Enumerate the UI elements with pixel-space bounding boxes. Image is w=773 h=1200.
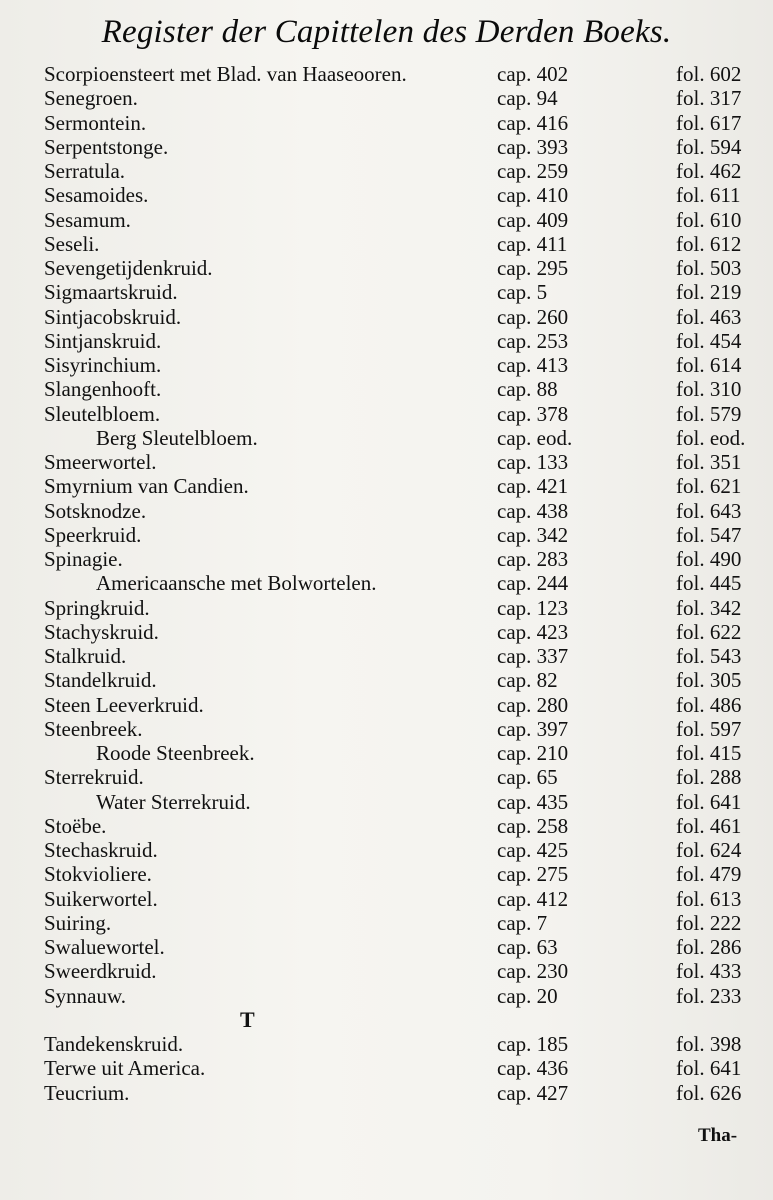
entry-chapter: cap. 436 [497,1056,569,1081]
catchword: Tha- [698,1125,738,1146]
register-entry [0,668,773,692]
entry-folio: fol. 579 [676,401,742,426]
register-entry [0,911,773,935]
entry-folio: fol. 310 [676,377,742,402]
entry-folio: fol. 486 [676,692,742,717]
entry-chapter: cap. 411 [497,231,568,256]
entry-folio: fol. 398 [676,1032,742,1056]
entry-name: Sweerdkruid. [44,959,157,984]
register-entry [0,1056,773,1080]
register-entry [0,499,773,523]
entry-name: Scorpioensteert met Blad. van Haaseooren. [44,62,407,86]
entry-name: Sevengetijdenkruid. [44,256,213,280]
entry-folio: fol. 594 [676,134,742,159]
entry-folio: fol. 351 [676,450,742,474]
entry-folio: fol. 415 [676,741,742,765]
register-entry [0,984,773,1008]
entry-name: Speerkruid. [44,522,142,547]
register-entry [0,62,773,86]
entry-name: Springkruid. [44,595,150,620]
entry-folio: fol. 286 [676,935,742,959]
register-entry [0,523,773,547]
register-entry [0,838,773,862]
entry-chapter: cap. 295 [497,256,569,280]
entry-folio: fol. 503 [676,256,742,280]
entry-chapter: cap. 88 [497,377,558,402]
entry-chapter: cap. 260 [497,304,569,329]
entry-chapter: cap. 275 [497,862,569,887]
entry-chapter: cap. 5 [497,280,548,305]
entry-chapter: cap. 185 [497,1032,569,1056]
s-section [0,62,773,1008]
entry-name: Sesamoides. [44,183,149,208]
entry-chapter: cap. 230 [497,959,569,984]
entry-folio: fol. 614 [676,353,742,377]
entry-name: Sleutelbloem. [44,401,161,426]
entry-folio: fol. 317 [676,86,742,111]
entry-folio: fol. 613 [676,886,742,911]
entry-folio: fol. 490 [676,547,742,571]
register-entry [0,183,773,207]
entry-name: Sisyrinchium. [44,353,162,377]
register-entry [0,474,773,498]
register-entry [0,377,773,401]
entry-chapter: cap. 410 [497,183,569,208]
entry-name: Water Sterrekruid. [96,789,251,814]
entry-folio: fol. 597 [676,716,742,741]
entry-chapter: cap. 20 [497,983,558,1008]
entry-chapter: cap. 65 [497,765,558,790]
entry-folio: fol. 433 [676,959,742,984]
entry-name: Roode Steenbreek. [96,741,255,765]
register-entry [0,159,773,183]
entry-folio: fol. 342 [676,595,742,620]
register-entry [0,693,773,717]
register-entry [0,208,773,232]
entry-name: Stachyskruid. [44,619,159,644]
register-entry [0,644,773,668]
entry-folio: fol. 222 [676,910,742,935]
page-title: Register der Capittelen des Derden Boeks. [101,14,672,50]
entry-folio: fol. 543 [676,644,742,668]
entry-chapter: cap. 253 [497,328,569,353]
register-entry [0,305,773,329]
register-entry [0,256,773,280]
entry-chapter: cap. 427 [497,1080,569,1105]
register-entry [0,814,773,838]
entry-name: Sintjacobskruid. [44,304,182,329]
entry-chapter: cap. 438 [497,498,569,523]
entry-chapter: cap. 409 [497,207,569,232]
entry-chapter: cap. 425 [497,838,569,862]
entry-folio: fol. 288 [676,765,742,790]
entry-name: Americaansche met Bolwortelen. [96,571,377,596]
entry-name: Stoëbe. [44,813,107,838]
entry-folio: fol. 624 [676,838,742,862]
entry-folio: fol. 445 [676,571,742,596]
entry-folio: fol. 641 [676,1056,742,1081]
entry-folio: fol. 547 [676,522,742,547]
entry-name: Berg Sleutelbloem. [96,425,258,450]
entry-chapter: cap. 397 [497,716,569,741]
register-entry [0,329,773,353]
entry-name: Stalkruid. [44,644,127,668]
register-entry [0,741,773,765]
entry-folio: fol. 612 [676,231,742,256]
entry-folio: fol. 621 [676,474,742,499]
register-entry [0,232,773,256]
section-letter: T [240,1006,255,1032]
entry-chapter: cap. 378 [497,401,569,426]
entry-name: Senegroen. [44,86,138,111]
entry-folio: fol. 602 [676,62,742,86]
entry-name: Sintjanskruid. [44,328,162,353]
entry-name: Seseli. [44,231,100,256]
register-entry [0,135,773,159]
entry-name: Sigmaartskruid. [44,280,178,305]
entry-folio: fol. 479 [676,862,742,887]
register-entry [0,402,773,426]
register-entry [0,571,773,595]
entry-chapter: cap. 402 [497,62,569,86]
entry-chapter: cap. 259 [497,159,569,183]
entry-name: Suikerwortel. [44,886,158,911]
register-entry [0,935,773,959]
register-entry [0,596,773,620]
register-entry [0,959,773,983]
register-entry [0,887,773,911]
entry-folio: fol. 622 [676,619,742,644]
entry-chapter: cap. 280 [497,692,569,717]
entry-name: Slangenhooft. [44,377,162,402]
entry-chapter: cap. 258 [497,813,569,838]
entry-name: Stokvioliere. [44,862,152,887]
entry-name: Stechaskruid. [44,838,158,862]
entry-name: Serpentstonge. [44,134,169,159]
entry-folio: fol. 610 [676,207,742,232]
entry-folio: fol. 233 [676,983,742,1008]
entry-chapter: cap. 393 [497,134,569,159]
entry-name: Sotsknodze. [44,498,147,523]
entry-folio: fol. 219 [676,280,742,305]
entry-name: Steenbreek. [44,716,143,741]
entry-folio: fol. 626 [676,1080,742,1105]
register-entry [0,765,773,789]
entry-chapter: cap. 435 [497,789,569,814]
entry-name: Sterrekruid. [44,765,144,790]
section-letter-row [0,1008,773,1032]
entry-chapter: cap. 63 [497,935,558,959]
register-entry [0,450,773,474]
entry-folio: fol. 454 [676,328,742,353]
entry-chapter: cap. 342 [497,522,569,547]
entry-folio: fol. 641 [676,789,742,814]
entry-chapter: cap. 283 [497,547,569,571]
register-entry [0,790,773,814]
entry-name: Tandekenskruid. [44,1032,184,1056]
t-section [0,1032,773,1105]
register-entry [0,1081,773,1105]
entry-folio: fol. 617 [676,110,742,135]
entry-folio: fol. 461 [676,813,742,838]
entry-name: Serratula. [44,159,126,183]
entry-chapter: cap. 337 [497,644,569,668]
register-entry [0,620,773,644]
entry-chapter: cap. 412 [497,886,569,911]
entry-name: Smyrnium van Candien. [44,474,249,499]
register-entry [0,426,773,450]
entry-name: Terwe uit America. [44,1056,206,1081]
entry-chapter: cap. 7 [497,910,548,935]
entry-name: Steen Leeverkruid. [44,692,204,717]
entry-chapter: cap. 421 [497,474,569,499]
entry-chapter: cap. 244 [497,571,569,596]
entry-chapter: cap. 210 [497,741,569,765]
register-entry [0,111,773,135]
entry-chapter: cap. 82 [497,668,558,693]
entry-folio: fol. 463 [676,304,742,329]
entry-name: Sermontein. [44,110,147,135]
entry-name: Sesamum. [44,207,131,232]
entry-name: Spinagie. [44,547,123,571]
entry-folio: fol. 462 [676,159,742,183]
entry-folio: fol. 611 [676,183,741,208]
register-entry [0,862,773,886]
entry-name: Swaluewortel. [44,935,165,959]
entry-chapter: cap. 133 [497,450,569,474]
register-entry [0,717,773,741]
entry-name: Suiring. [44,910,112,935]
entry-folio: fol. 643 [676,498,742,523]
entry-name: Teucrium. [44,1080,130,1105]
register-entry [0,353,773,377]
entry-folio: fol. 305 [676,668,742,693]
entry-folio: fol. eod. [676,425,746,450]
entry-chapter: cap. 123 [497,595,569,620]
entry-name: Standelkruid. [44,668,157,693]
entry-chapter: cap. 423 [497,619,569,644]
entry-chapter: cap. 94 [497,86,558,111]
entry-name: Synnauw. [44,983,127,1008]
register-entry [0,547,773,571]
entry-name: Smeerwortel. [44,450,157,474]
register-entry [0,86,773,110]
entry-chapter: cap. 416 [497,110,569,135]
register-entry [0,1032,773,1056]
entry-chapter: cap. 413 [497,353,569,377]
entry-chapter: cap. eod. [497,425,573,450]
register-list [0,62,773,1105]
register-entry [0,280,773,304]
